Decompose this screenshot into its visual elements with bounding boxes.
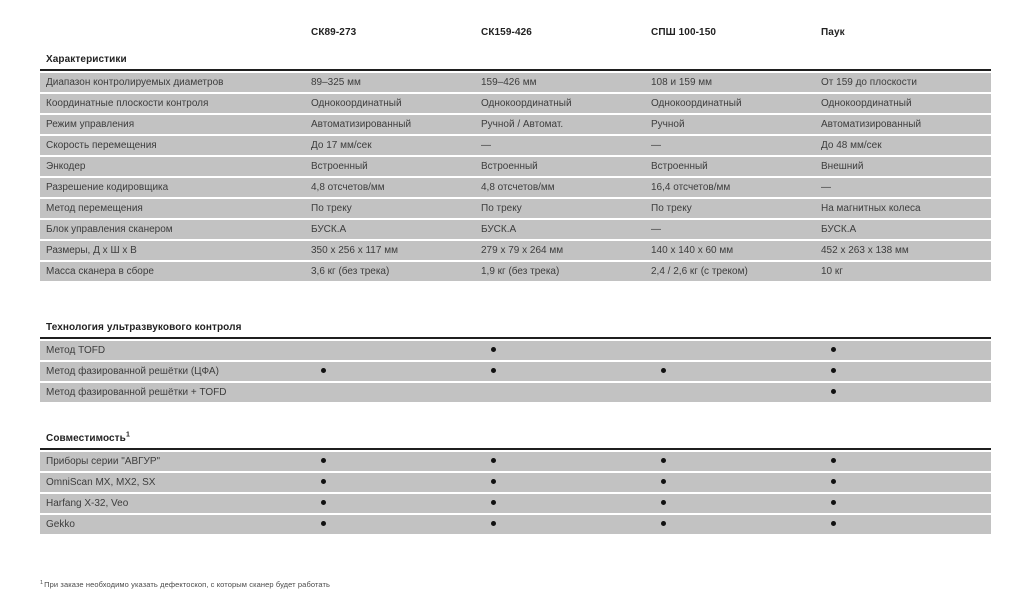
cell-value	[651, 452, 821, 471]
presence-dot-icon	[831, 521, 836, 526]
cell-value	[481, 362, 651, 381]
row-label: Масса сканера в сборе	[46, 266, 154, 277]
cell-value	[651, 515, 821, 534]
cell-value	[651, 341, 821, 360]
table-row	[40, 241, 991, 260]
presence-dot-icon	[661, 458, 666, 463]
cell-value	[821, 341, 991, 360]
presence-dot-icon	[831, 479, 836, 484]
cell-value: 3,6 кг (без трека)	[311, 266, 390, 277]
cell-value: 140 x 140 x 60 мм	[651, 245, 734, 256]
row-label: Метод перемещения	[46, 203, 143, 214]
cell-value	[481, 383, 651, 402]
table-row	[40, 494, 991, 513]
cell-value: —	[651, 224, 661, 235]
section-title: Технология ультразвукового контроля	[46, 322, 242, 333]
row-label: Метод фазированной решётки + TOFD	[46, 387, 227, 398]
table-row	[40, 73, 991, 92]
table-row	[40, 515, 991, 534]
spec-comparison-table	[40, 0, 991, 590]
row-label: Gekko	[46, 519, 75, 530]
cell-value: По треку	[481, 203, 522, 214]
cell-value: 2,4 / 2,6 кг (с треком)	[651, 266, 748, 277]
cell-value: До 48 мм/сек	[821, 140, 882, 151]
column-header-1: СК89-273	[311, 27, 357, 38]
presence-dot-icon	[321, 458, 326, 463]
cell-value: 452 x 263 x 138 мм	[821, 245, 909, 256]
cell-value: —	[481, 140, 491, 151]
presence-dot-icon	[831, 347, 836, 352]
cell-value: От 159 до плоскости	[821, 77, 917, 88]
cell-value: БУСК.А	[311, 224, 347, 235]
table-row	[40, 362, 991, 381]
presence-dot-icon	[321, 479, 326, 484]
cell-value: БУСК.А	[481, 224, 517, 235]
cell-value	[481, 494, 651, 513]
section	[40, 54, 991, 281]
cell-value: Ручной / Автомат.	[481, 119, 564, 130]
cell-value: 10 кг	[821, 266, 843, 277]
section-divider-line	[40, 337, 991, 339]
cell-value: 89–325 мм	[311, 77, 361, 88]
table-row	[40, 220, 991, 239]
cell-value	[311, 473, 481, 492]
cell-value: БУСК.А	[821, 224, 857, 235]
cell-value	[821, 515, 991, 534]
cell-value	[481, 515, 651, 534]
row-label: Энкодер	[46, 161, 86, 172]
footnote-marker: 1	[40, 579, 44, 586]
cell-value: 16,4 отсчетов/мм	[651, 182, 731, 193]
cell-value: До 17 мм/сек	[311, 140, 372, 151]
cell-value	[311, 494, 481, 513]
presence-dot-icon	[321, 500, 326, 505]
section	[40, 322, 991, 402]
presence-dot-icon	[491, 347, 496, 352]
cell-value	[311, 362, 481, 381]
row-label: Метод TOFD	[46, 345, 106, 356]
presence-dot-icon	[831, 368, 836, 373]
cell-value: 159–426 мм	[481, 77, 537, 88]
table-row	[40, 199, 991, 218]
row-label: Режим управления	[46, 119, 135, 130]
section-divider-line	[40, 448, 991, 450]
column-header-3: СПШ 100-150	[651, 27, 717, 38]
presence-dot-icon	[831, 458, 836, 463]
section-title-footnote-marker: 1	[125, 431, 130, 439]
table-sections	[40, 54, 991, 534]
footnote-text: При заказе необходимо указать дефектоскоп, с которым сканер будет работать	[44, 580, 331, 589]
row-label: Координатные плоскости контроля	[46, 98, 209, 109]
cell-value: 108 и 159 мм	[651, 77, 713, 88]
presence-dot-icon	[661, 479, 666, 484]
cell-value: Автоматизированный	[311, 119, 412, 130]
cell-value	[311, 452, 481, 471]
cell-value: 4,8 отсчетов/мм	[311, 182, 385, 193]
cell-value: —	[821, 182, 831, 193]
cell-value: На магнитных колеса	[821, 203, 921, 214]
cell-value: 350 x 256 x 117 мм	[311, 245, 398, 256]
cell-value	[481, 341, 651, 360]
row-label: Разрешение кодировщика	[46, 182, 169, 193]
cell-value: Однокоординатный	[481, 98, 572, 109]
row-label: Приборы серии "АВГУР"	[46, 456, 161, 467]
row-label: Блок управления сканером	[46, 224, 173, 235]
row-label: Скорость перемещения	[46, 140, 157, 151]
presence-dot-icon	[661, 500, 666, 505]
cell-value: Встроенный	[651, 161, 708, 172]
column-header-row	[40, 27, 991, 38]
cell-value: 279 x 79 x 264 мм	[481, 245, 564, 256]
column-header-4: Паук	[821, 27, 845, 38]
row-label: Harfang X-32, Veo	[46, 498, 129, 509]
cell-value	[651, 494, 821, 513]
cell-value	[821, 494, 991, 513]
cell-value: Однокоординатный	[821, 98, 912, 109]
presence-dot-icon	[831, 500, 836, 505]
cell-value: Однокоординатный	[651, 98, 742, 109]
cell-value	[821, 452, 991, 471]
cell-value: 1,9 кг (без трека)	[481, 266, 560, 277]
table-row	[40, 94, 991, 113]
presence-dot-icon	[491, 458, 496, 463]
section-title: Характеристики	[46, 54, 127, 65]
presence-dot-icon	[661, 521, 666, 526]
cell-value: По треку	[651, 203, 692, 214]
section-title: Совместимость$^1$	[46, 431, 130, 444]
cell-value	[821, 362, 991, 381]
cell-value	[821, 473, 991, 492]
column-header-2: СК159-426	[481, 27, 532, 38]
table-row	[40, 157, 991, 176]
cell-value: Ручной	[651, 119, 685, 130]
section	[40, 433, 991, 534]
cell-value	[481, 473, 651, 492]
footnote	[40, 580, 991, 590]
table-row	[40, 473, 991, 492]
presence-dot-icon	[491, 500, 496, 505]
cell-value: —	[651, 140, 661, 151]
cell-value: Встроенный	[311, 161, 368, 172]
row-label: OmniScan MX, MX2, SX	[46, 477, 156, 488]
table-row	[40, 452, 991, 471]
table-row	[40, 341, 991, 360]
cell-value: По треку	[311, 203, 352, 214]
presence-dot-icon	[321, 368, 326, 373]
cell-value: Внешний	[821, 161, 864, 172]
cell-value: Встроенный	[481, 161, 538, 172]
cell-value	[651, 473, 821, 492]
column-header-empty	[40, 27, 311, 38]
section-divider-line	[40, 69, 991, 71]
cell-value	[311, 383, 481, 402]
row-label: Метод фазированной решётки (ЦФА)	[46, 366, 219, 377]
cell-value	[651, 362, 821, 381]
table-row	[40, 178, 991, 197]
cell-value	[311, 341, 481, 360]
presence-dot-icon	[491, 479, 496, 484]
cell-value	[821, 383, 991, 402]
cell-value: 4,8 отсчетов/мм	[481, 182, 555, 193]
row-label: Диапазон контролируемых диаметров	[46, 77, 224, 88]
presence-dot-icon	[491, 521, 496, 526]
cell-value	[311, 515, 481, 534]
presence-dot-icon	[321, 521, 326, 526]
cell-value	[651, 383, 821, 402]
presence-dot-icon	[661, 368, 666, 373]
presence-dot-icon	[831, 389, 836, 394]
row-label: Размеры, Д х Ш х В	[46, 245, 137, 256]
table-row	[40, 383, 991, 402]
presence-dot-icon	[491, 368, 496, 373]
cell-value: Однокоординатный	[311, 98, 402, 109]
cell-value	[481, 452, 651, 471]
cell-value: Автоматизированный	[821, 119, 922, 130]
table-row	[40, 115, 991, 134]
table-row	[40, 136, 991, 155]
table-row	[40, 262, 991, 281]
